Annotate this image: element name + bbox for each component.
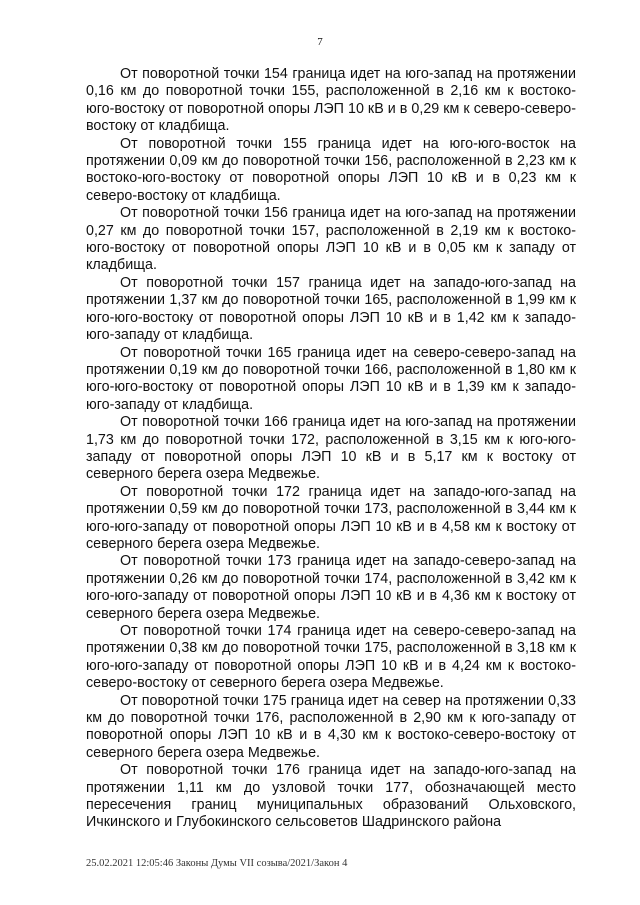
- document-body: [86, 66, 576, 832]
- paragraph: От поворотной точки 172 граница идет на западо-юго-запад на протяжении 0,59 км до поворотной точки 173, расположенной в 3,44 км к юго-юго-западу от поворотной опоры ЛЭП 10 кВ и в 4,58 км к востоку от северного берега озера Медвежье.: [86, 483, 576, 552]
- paragraph: От поворотной точки 156 граница идет на юго-запад на протяжении 0,27 км до поворотной точки 157, расположенной в 2,19 км к востоко-юго-востоку от поворотной опоры ЛЭП 10 кВ и в 0,05 км к западу от кладбища.: [86, 205, 576, 274]
- paragraph: От поворотной точки 174 граница идет на северо-северо-запад на протяжении 0,38 км до поворотной точки 175, расположенной в 3,18 км к юго-юго-западу от поворотной опоры ЛЭП 10 кВ и в 4,24 км к востоко-северо-востоку от северного берега озера Медвежье.: [86, 623, 576, 692]
- paragraph: От поворотной точки 154 граница идет на юго-запад на протяжении 0,16 км до поворотной точки 155, расположенной в 2,16 км к востоко-юго-востоку от поворотной опоры ЛЭП 10 кВ и в 0,29 км к северо-северо-востоку от кладбища.: [86, 66, 576, 135]
- paragraph: От поворотной точки 173 граница идет на западо-северо-запад на протяжении 0,26 км до поворотной точки 174, расположенной в 3,42 км к юго-юго-западу от поворотной опоры ЛЭП 10 кВ и в 4,36 км к востоку от северного берега озера Медвежье.: [86, 553, 576, 622]
- paragraph: От поворотной точки 165 граница идет на северо-северо-запад на протяжении 0,19 км до поворотной точки 166, расположенной в 1,80 км к юго-юго-востоку от поворотной опоры ЛЭП 10 кВ и в 1,39 км к западо-юго-западу от кладбища.: [86, 344, 576, 413]
- paragraph: От поворотной точки 176 граница идет на западо-юго-запад на протяжении 1,11 км до узловой точки 177, обозначающей место пересечения границ муниципальных образований Ольховского, Ичкинского и Глубокинского сельсоветов Шадринского района: [86, 762, 576, 831]
- paragraph: От поворотной точки 157 граница идет на западо-юго-запад на протяжении 1,37 км до поворотной точки 165, расположенной в 1,99 км к юго-юго-востоку от поворотной опоры ЛЭП 10 кВ и в 1,42 км к западо-юго-западу от кладбища.: [86, 274, 576, 344]
- paragraph: От поворотной точки 155 граница идет на юго-юго-восток на протяжении 0,09 км до поворотной точки 156, расположенной в 2,23 км к востоко-юго-востоку от поворотной опоры ЛЭП 10 кВ и в 0,23 км к северо-востоку от кладбища.: [86, 135, 576, 204]
- paragraph: От поворотной точки 166 граница идет на юго-запад на протяжении 1,73 км до поворотной точки 172, расположенной в 3,15 км к юго-юго-западу от поворотной опоры ЛЭП 10 кВ и в 5,17 км к востоку от северного берега озера Медвежье.: [86, 414, 576, 483]
- page-number: 7: [317, 36, 323, 48]
- document-footer: 25.02.2021 12:05:46 Законы Думы VII созыва/2021/Закон 4: [86, 858, 348, 869]
- paragraph: От поворотной точки 175 граница идет на север на протяжении 0,33 км до поворотной точки 176, расположенной в 2,90 км к юго-западу от поворотной опоры ЛЭП 10 кВ и в 4,30 км к востоко-северо-востоку от северного берега озера Медвежье.: [86, 692, 576, 761]
